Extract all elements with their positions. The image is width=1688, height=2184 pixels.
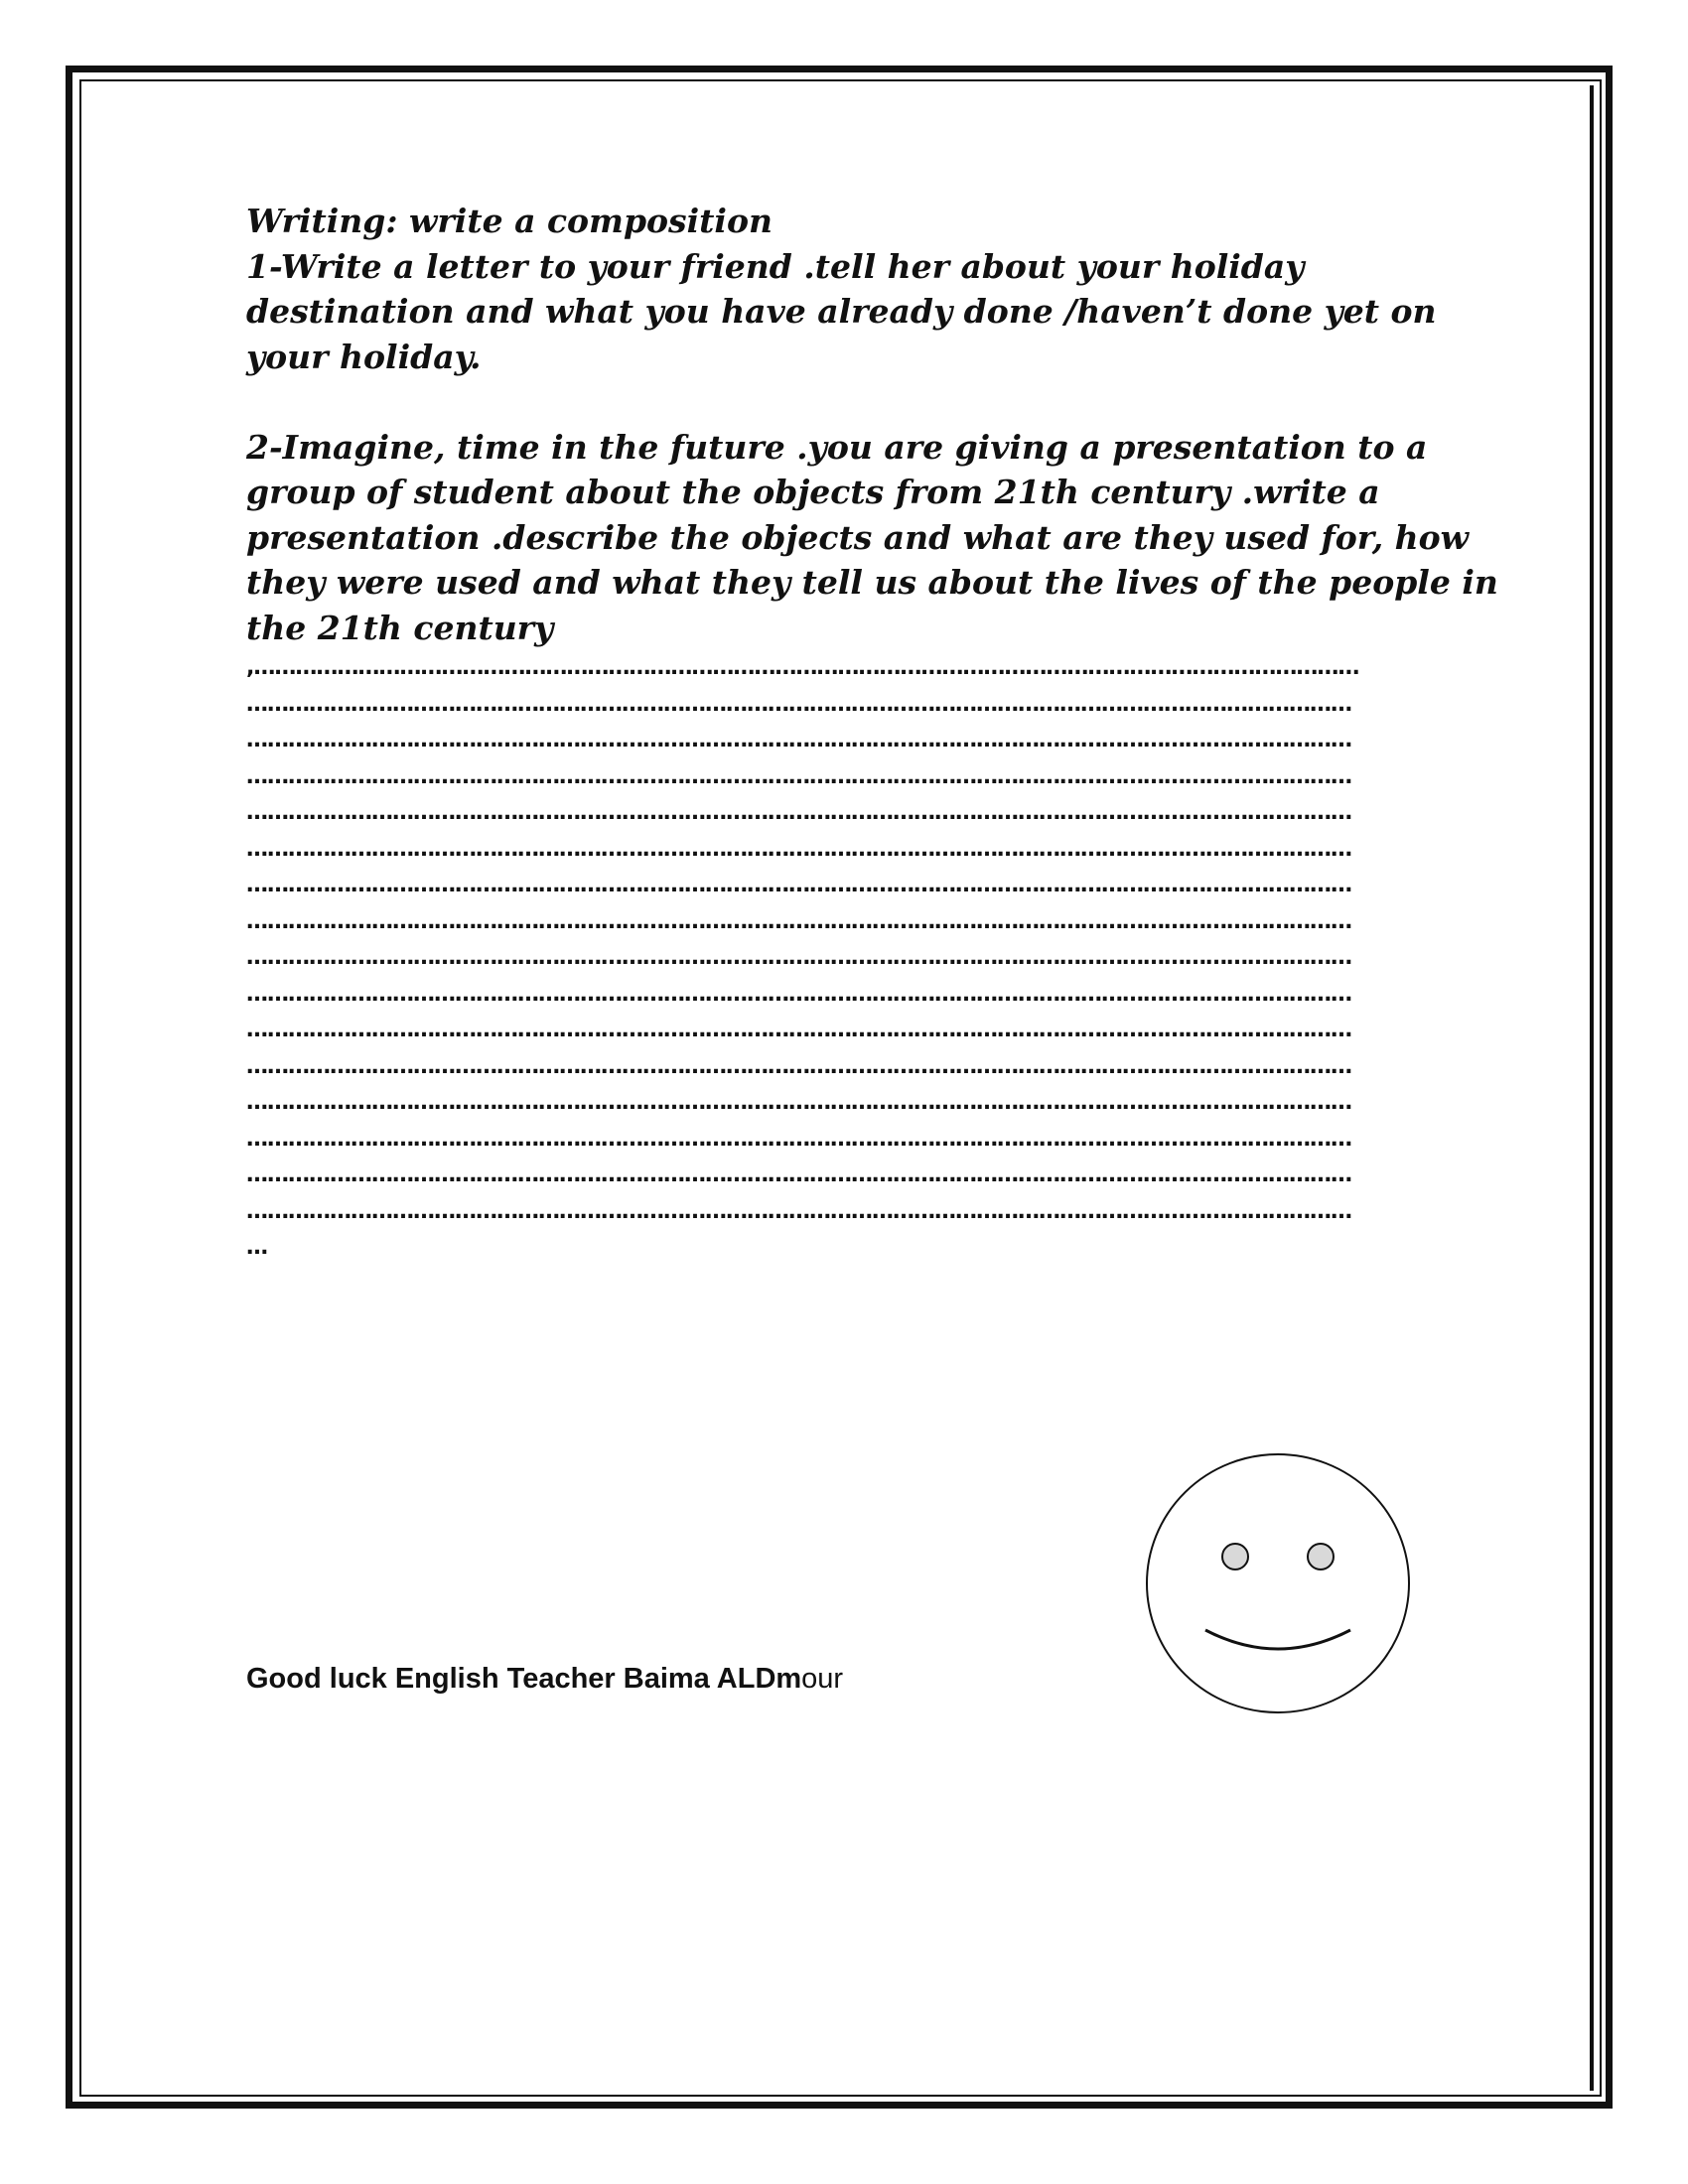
answer-line: …………………………………………………………………………………………………………………………………………… — [246, 981, 1351, 1007]
answer-line: …………………………………………………………………………………………………………………………………………… — [246, 945, 1351, 970]
answer-line: …………………………………………………………………………………………………………………………………………… — [246, 1053, 1351, 1079]
task2-line: group of student about the objects from 21th century .write a — [246, 473, 1380, 511]
answer-area[interactable] — [246, 650, 1438, 1267]
answer-line: …………………………………………………………………………………………………………………………………………… — [246, 1090, 1351, 1115]
teacher-signature — [246, 1663, 843, 1696]
answer-line: …………………………………………………………………………………………………………………………………………… — [246, 691, 1351, 717]
worksheet-heading: Writing: write a composition — [246, 202, 773, 240]
smiley-face-icon — [1144, 1449, 1412, 1717]
worksheet-content — [246, 199, 1498, 1267]
smiley-right-eye — [1308, 1544, 1334, 1570]
task2-line: 2-Imagine, time in the future .you are giving a presentation to a — [246, 427, 1428, 467]
signature-bold-text: Good luck English Teacher Baima ALDm — [246, 1663, 802, 1695]
answer-line: … — [246, 1235, 267, 1260]
answer-line: ,…………………………………………………………………………………………………………………………………………… — [246, 655, 1359, 680]
answer-line: …………………………………………………………………………………………………………………………………………… — [246, 873, 1351, 897]
answer-line: …………………………………………………………………………………………………………………………………………… — [246, 728, 1351, 752]
writing-prompt — [246, 199, 1498, 650]
task1-line: destination and what you have already done /haven’t done yet on — [246, 292, 1437, 331]
task2-line: the 21th century — [246, 608, 554, 647]
answer-line: …………………………………………………………………………………………………………………………………………… — [246, 908, 1351, 934]
paragraph-gap — [246, 379, 1438, 425]
answer-line: …………………………………………………………………………………………………………………………………………… — [246, 800, 1351, 825]
answer-line: …………………………………………………………………………………………………………………………………………… — [246, 763, 1351, 789]
task1-line: 1-Write a letter to your friend .tell her about your holiday — [246, 246, 1305, 286]
answer-line: …………………………………………………………………………………………………………………………………………… — [246, 1162, 1351, 1187]
smiley-mouth — [1205, 1630, 1350, 1649]
task1-line: your holiday. — [246, 337, 482, 376]
task2-line: presentation .describe the objects and what are they used for, how — [246, 517, 1470, 557]
answer-line: …………………………………………………………………………………………………………………………………………… — [246, 1018, 1351, 1042]
answer-line: …………………………………………………………………………………………………………………………………………… — [246, 1126, 1351, 1152]
answer-line: …………………………………………………………………………………………………………………………………………… — [246, 1198, 1351, 1224]
signature-thin-text: our — [801, 1663, 844, 1695]
task2-line: they were used and what they tell us about the lives of the people in — [246, 563, 1498, 602]
answer-line: …………………………………………………………………………………………………………………………………………… — [246, 836, 1351, 862]
smiley-left-eye — [1222, 1544, 1248, 1570]
smiley-face-outline — [1147, 1454, 1409, 1712]
